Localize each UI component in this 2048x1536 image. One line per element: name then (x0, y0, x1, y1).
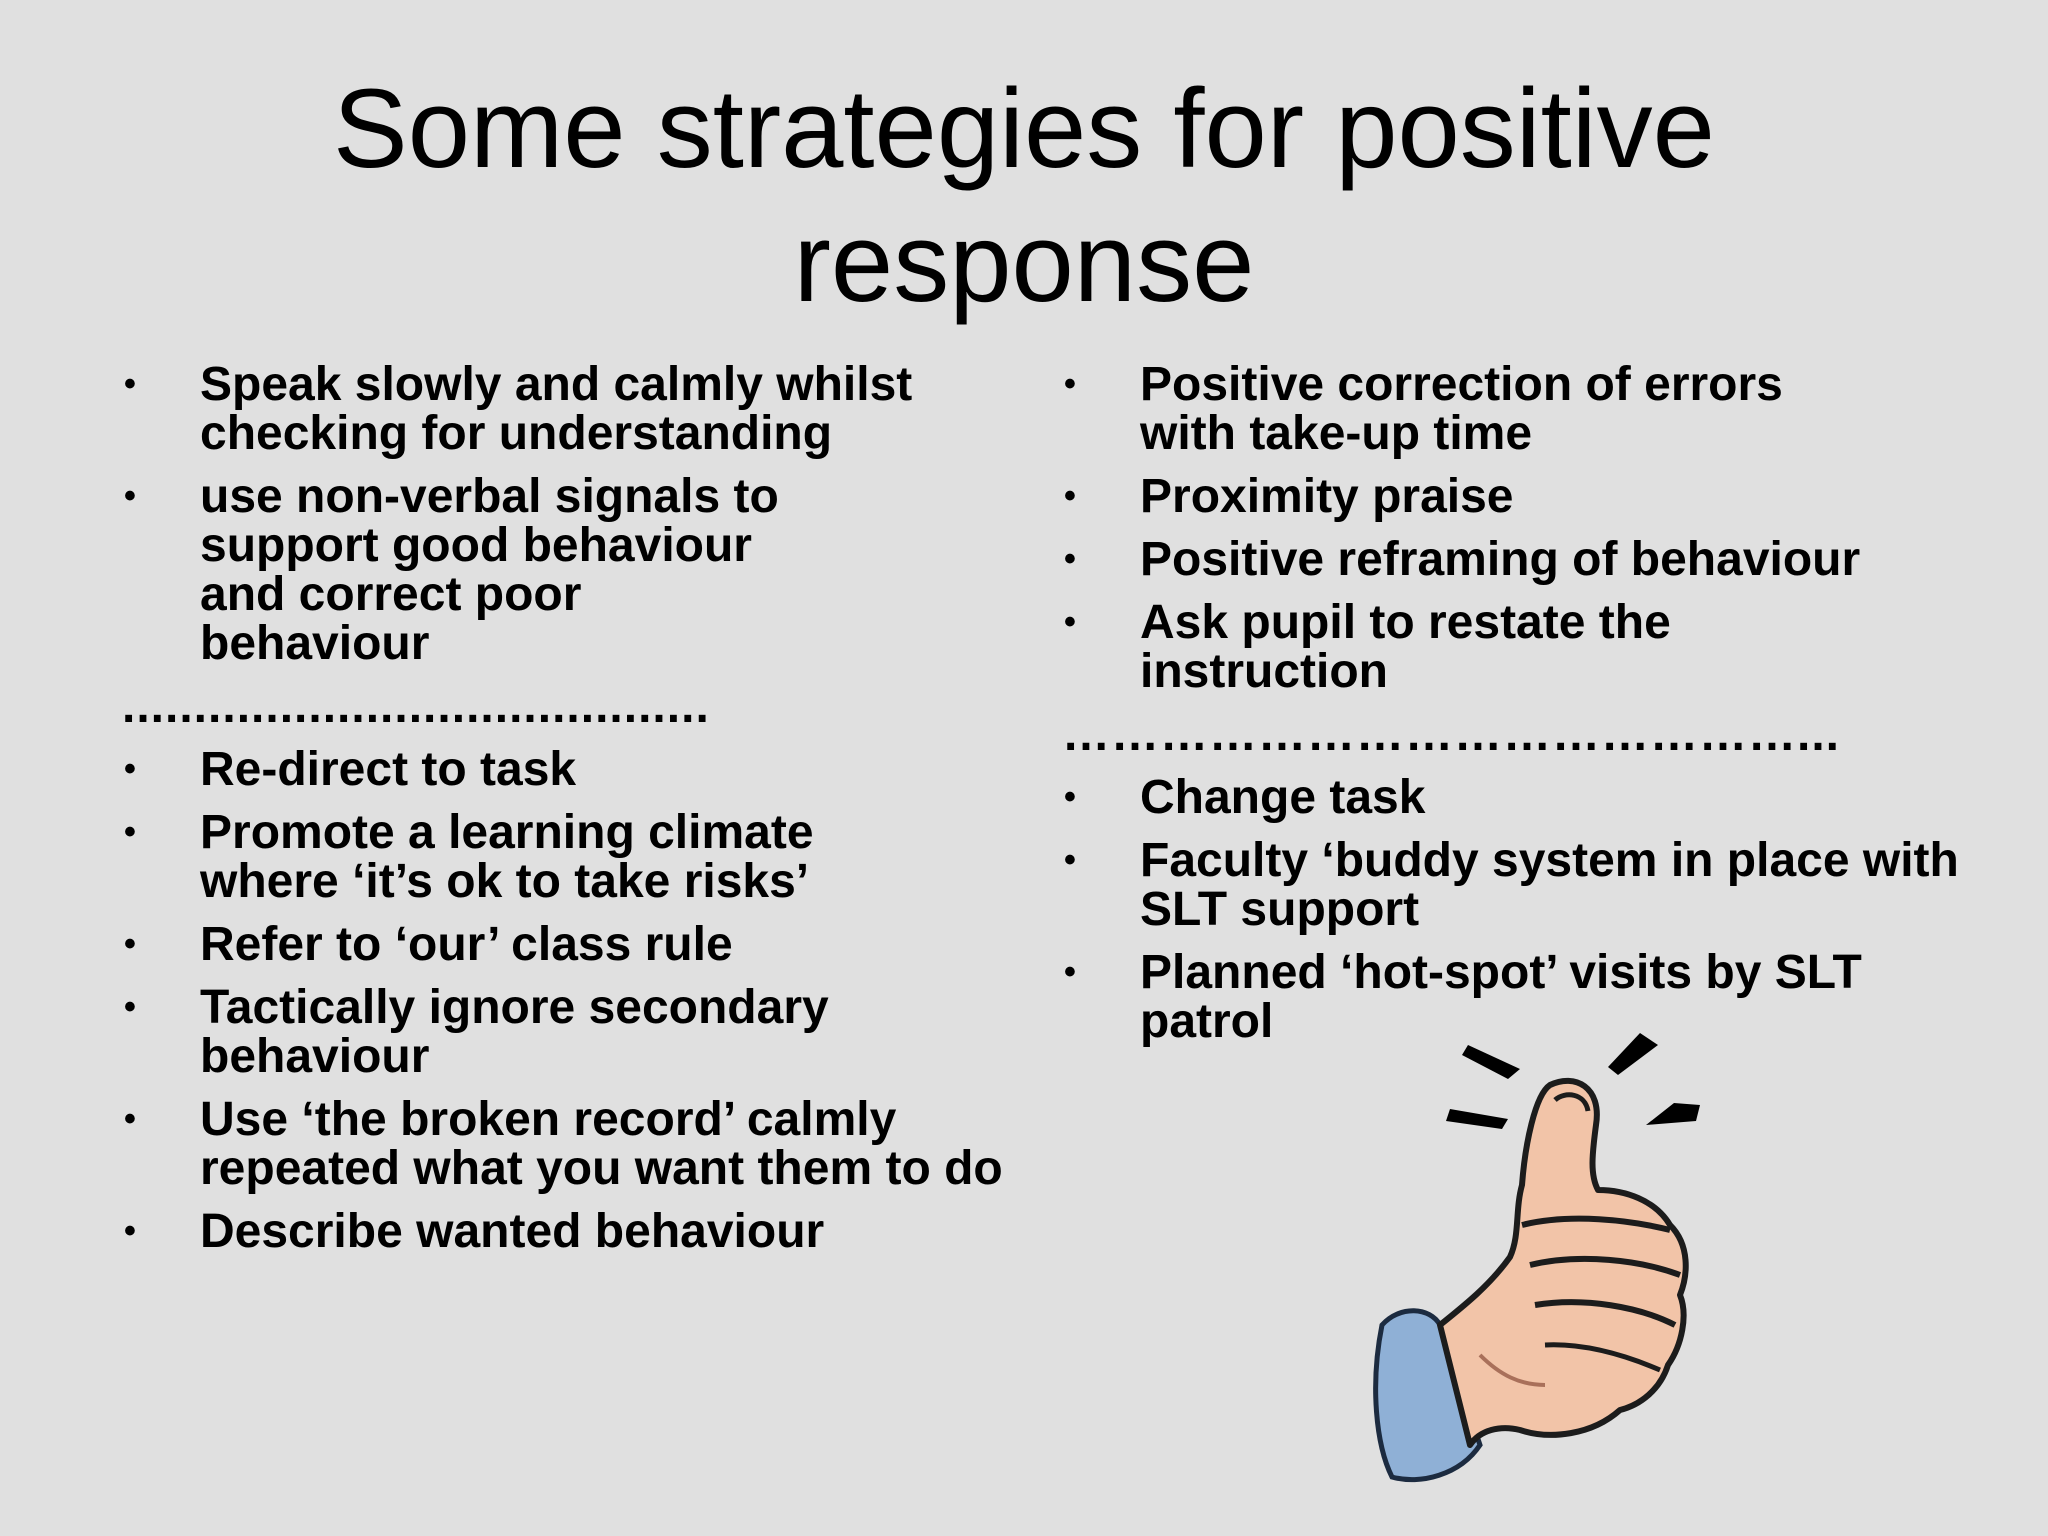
list-item-text: Tactically ignore secondary behaviour (200, 981, 829, 1083)
list-item (1062, 535, 1962, 584)
bullet: • (124, 813, 136, 851)
bullet: • (124, 988, 136, 1026)
list-item-text: Refer to ‘our’ class rule (200, 918, 733, 971)
bullet: • (1064, 778, 1076, 816)
list-item-text: Speak slowly and calmly whilst checking for understanding (200, 358, 913, 460)
list-item-text: Change task (1140, 771, 1426, 824)
bullet: • (124, 365, 136, 403)
dotted-separator: ......................................... (122, 680, 710, 733)
list-item-text: Positive correction of errors with take-up time (1140, 358, 1783, 460)
right-group-1 (1062, 360, 1962, 696)
bullet: • (124, 750, 136, 788)
list-item-text: Promote a learning climate where ‘it’s ok to take risks’ (200, 806, 814, 908)
list-item-text: Use ‘the broken record’ calmly repeated what you want them to do (200, 1093, 1003, 1195)
list-item (1062, 598, 1780, 696)
list-item (122, 808, 920, 906)
list-item (122, 983, 980, 1081)
bullet: • (124, 925, 136, 963)
list-item (122, 745, 1022, 794)
list-item (122, 1095, 1020, 1193)
list-item-text: Positive reframing of behaviour (1140, 533, 1861, 586)
right-column (1062, 360, 1962, 1060)
left-group-2 (122, 745, 1022, 1256)
list-item (122, 472, 820, 668)
left-column (122, 360, 1022, 1270)
bullet: • (1064, 540, 1076, 578)
list-item-text: Describe wanted behaviour (200, 1205, 825, 1258)
bullet: • (1064, 841, 1076, 879)
slide-title (0, 62, 2048, 330)
list-item-text: Re-direct to task (200, 743, 577, 796)
list-item (122, 360, 1022, 458)
list-item-text: Proximity praise (1140, 470, 1514, 523)
title-line-2: response (793, 200, 1255, 325)
bullet: • (1064, 953, 1076, 991)
list-item (1062, 360, 1860, 458)
list-item (1062, 773, 1962, 822)
list-item-text: Planned ‘hot-spot’ visits by SLT patrol (1140, 946, 1862, 1048)
bullet: • (1064, 603, 1076, 641)
bullet: • (1064, 477, 1076, 515)
list-item (1062, 836, 1960, 934)
list-item (122, 920, 1022, 969)
bullet: • (124, 1100, 136, 1138)
bullet: • (124, 1212, 136, 1250)
title-line-1: Some strategies for positive (333, 66, 1715, 191)
list-item-text: use non-verbal signals to support good behaviour and correct poor behaviour (200, 470, 779, 670)
list-item-text: Ask pupil to restate the instruction (1140, 596, 1671, 698)
list-item (122, 1207, 1022, 1256)
left-group-1 (122, 360, 1022, 668)
bullet: • (124, 477, 136, 515)
thumbs-up-icon (1370, 1025, 1770, 1495)
bullet: • (1064, 365, 1076, 403)
dotted-separator: ………………………………………... (1062, 708, 1841, 761)
list-item (1062, 472, 1962, 521)
right-group-2 (1062, 773, 1962, 1046)
list-item-text: Faculty ‘buddy system in place with SLT support (1140, 834, 1959, 936)
